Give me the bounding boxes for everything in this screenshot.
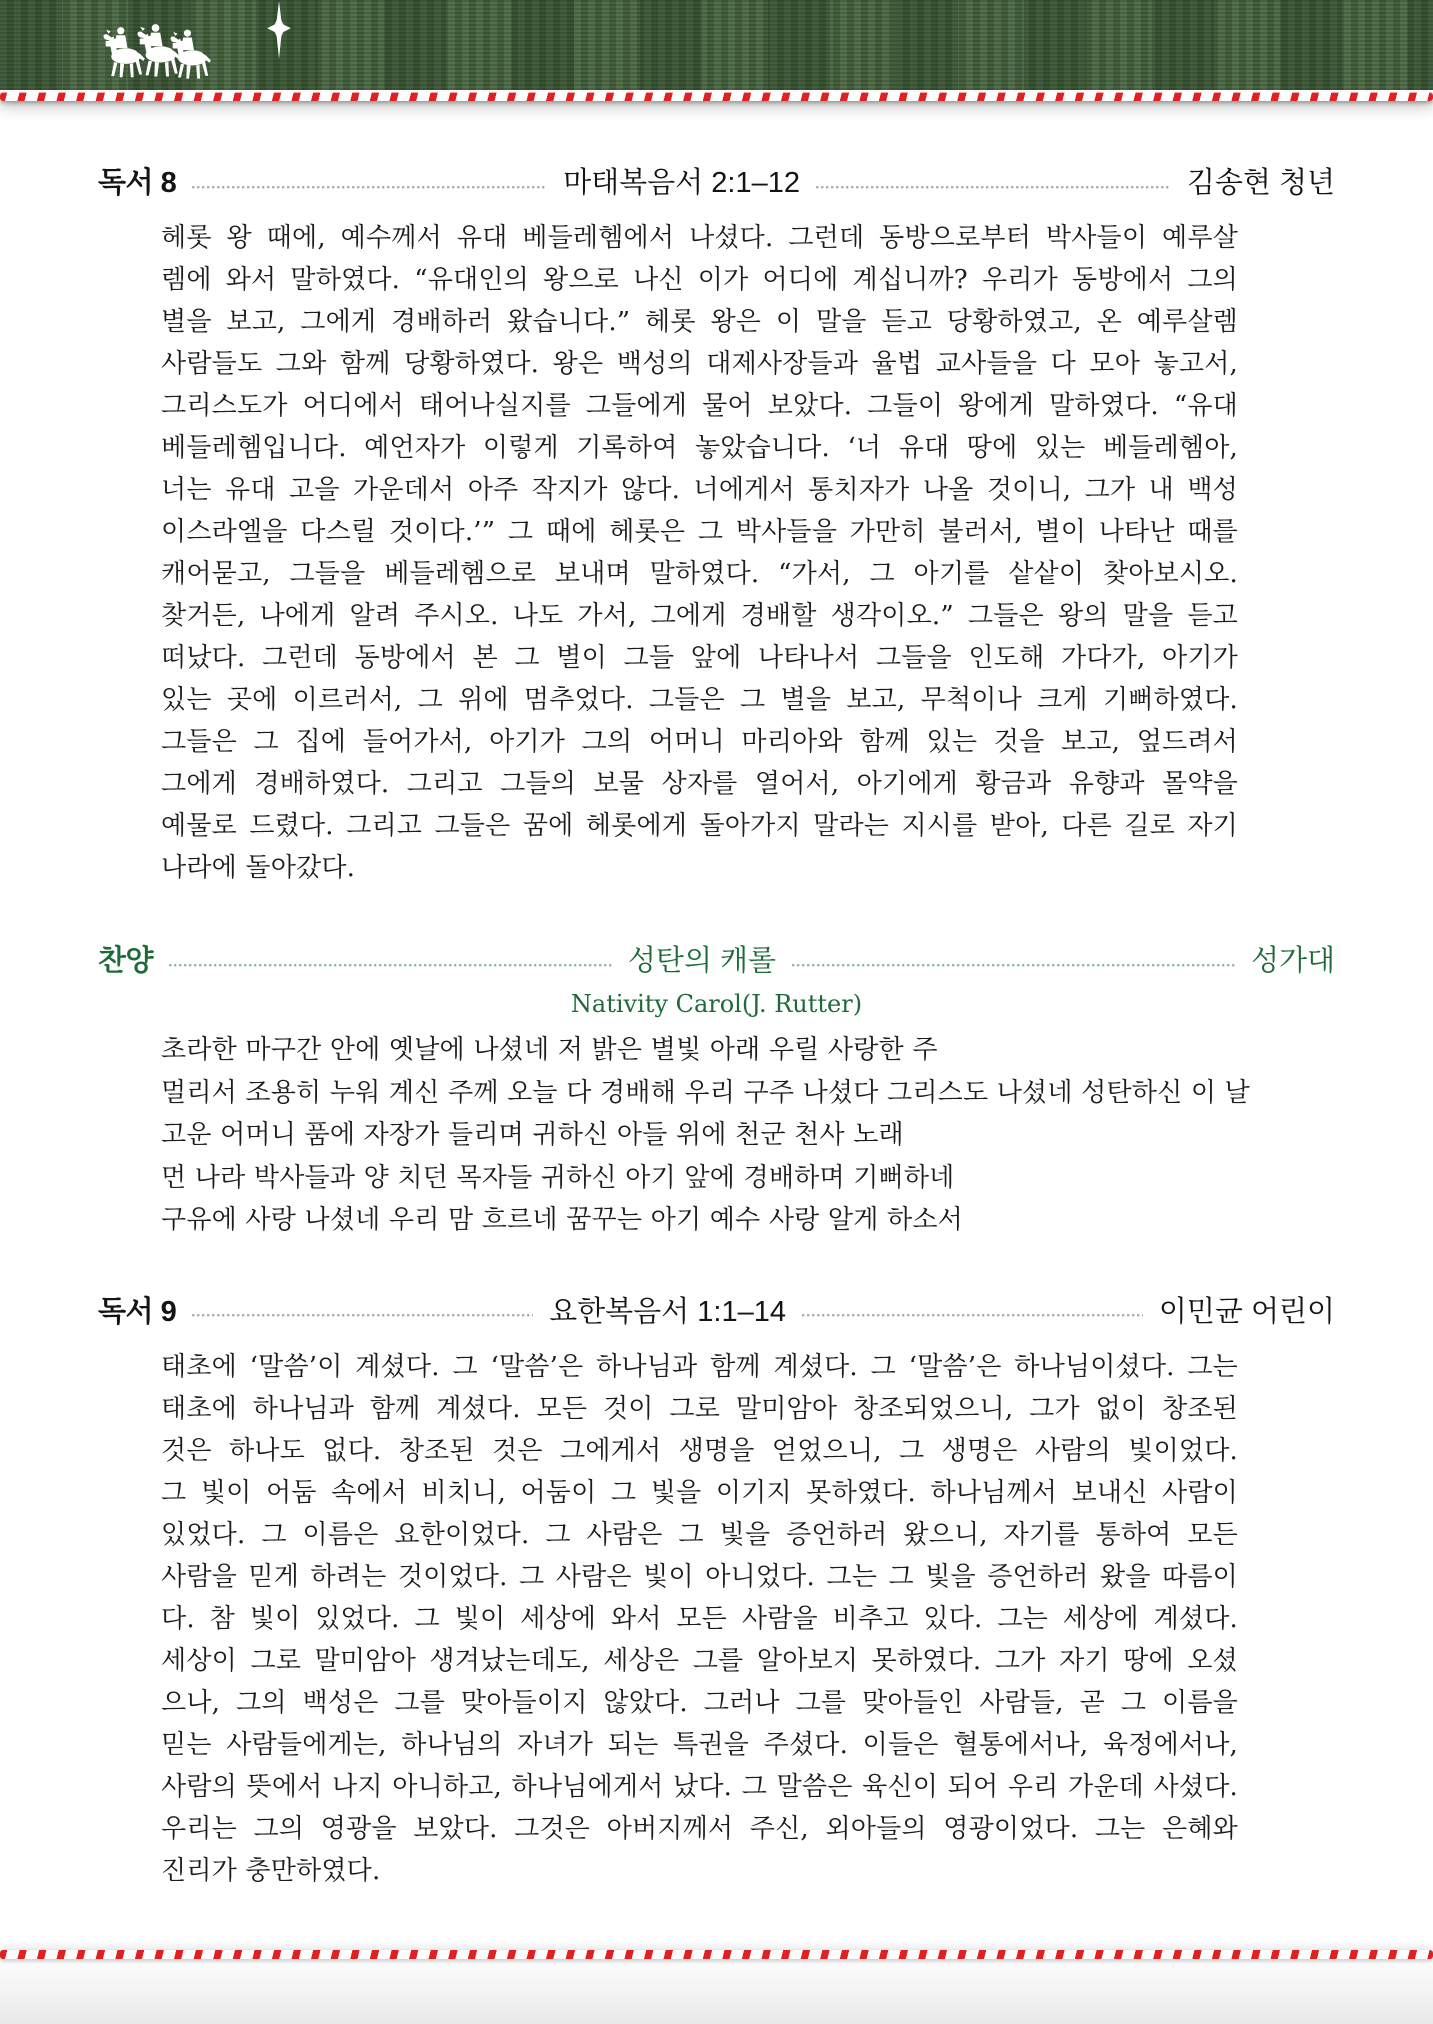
plaid-background bbox=[0, 0, 1433, 90]
reading-9-text bbox=[161, 1346, 1238, 1892]
hymn-section bbox=[98, 941, 1335, 1242]
text-line: 먼 나라 박사들과 양 치던 목자들 귀하신 아기 앞에 경배하며 기뻐하네 bbox=[161, 1162, 955, 1193]
text-line: 다. 참 빛이 있었다. 그 빛이 세상에 와서 모든 사람을 비추고 있다. 그는 세상에 계셨다. bbox=[161, 1603, 1238, 1634]
reading-8-section bbox=[98, 163, 1335, 889]
performer-name: 성가대 bbox=[1250, 945, 1335, 977]
section-label: 독서 9 bbox=[98, 1295, 177, 1328]
text-line: 캐어묻고, 그들을 베들레헴으로 보내며 말하였다. “가서, 그 아기를 샅샅이 찾아보시오. bbox=[161, 559, 1238, 589]
text-line: 사람들도 그와 함께 당황하였다. 왕은 백성의 대제사장들과 율법 교사들을 다 모아 놓고서, bbox=[161, 349, 1238, 379]
dotted-leader bbox=[192, 186, 547, 189]
text-line: 그리스도가 어디에서 태어나실지를 그들에게 물어 보았다. 그들이 왕에게 말하였다. “유대 bbox=[161, 391, 1238, 421]
text-line: 세상이 그로 말미암아 생겨났는데도, 세상은 그를 알아보지 못하였다. 그가 자기 땅에 오셨 bbox=[161, 1645, 1238, 1676]
text-line: 태초에 ‘말씀’이 계셨다. 그 ‘말씀’은 하나님과 함께 계셨다. 그 ‘말씀’은 하나님이셨다. 그는 bbox=[161, 1351, 1238, 1382]
text-line: 진리가 충만하였다. bbox=[161, 1855, 381, 1886]
text-line: 그에게 경배하였다. 그리고 그들의 보물 상자를 열어서, 아기에게 황금과 유향과 몰약을 bbox=[161, 769, 1238, 799]
text-line: 사람의 뜻에서 나지 아니하고, 하나님에게서 났다. 그 말씀은 육신이 되어 우리 가운데 사셨다. bbox=[161, 1771, 1238, 1802]
text-line: 태초에 하나님과 함께 계셨다. 모든 것이 그로 말미암아 창조되었으니, 그가 없이 창조된 bbox=[161, 1393, 1238, 1424]
text-line: 이스라엘을 다스릴 것이다.’” 그 때에 헤롯은 그 박사들을 가만히 불러서, 별이 나타난 때를 bbox=[161, 517, 1238, 547]
text-line: 사람을 믿게 하려는 것이었다. 그 사람은 빛이 아니었다. 그는 그 빛을 증언하러 왔을 따름이 bbox=[161, 1561, 1238, 1592]
text-line: 있었다. 그 이름은 요한이었다. 그 사람은 그 빛을 증언하러 왔으니, 자기를 통하여 모든 bbox=[161, 1519, 1238, 1550]
text-line: 우리는 그의 영광을 보았다. 그것은 아버지께서 주신, 외아들의 영광이었다. 그는 은혜와 bbox=[161, 1813, 1238, 1844]
reader-name: 김송현 청년 bbox=[1186, 167, 1335, 199]
text-line: 헤롯 왕 때에, 예수께서 유대 베들레헴에서 나셨다. 그런데 동방으로부터 박사들이 예루살 bbox=[161, 223, 1238, 253]
candy-stripe-divider-bottom bbox=[0, 1950, 1433, 1959]
text-line: 것은 하나도 없다. 창조된 것은 그에게서 생명을 얻었으니, 그 생명은 사람의 빛이었다. bbox=[161, 1435, 1238, 1466]
reader-name: 이민균 어린이 bbox=[1158, 1295, 1336, 1328]
text-line: 있는 곳에 이르러서, 그 위에 멈추었다. 그들은 그 별을 보고, 무척이나 크게 기뻐하였다. bbox=[161, 685, 1238, 715]
text-line: 예물로 드렸다. 그리고 그들은 꿈에 헤롯에게 돌아가지 말라는 지시를 받아, 다른 길로 자기 bbox=[161, 811, 1238, 841]
text-line: 구유에 사랑 나셨네 우리 맘 흐르네 꿈꾸는 아기 예수 사랑 알게 하소서 bbox=[161, 1205, 963, 1235]
dotted-leader bbox=[192, 1314, 533, 1317]
text-line: 그들은 그 집에 들어가서, 아기가 그의 어머니 마리아와 함께 있는 것을 보고, 엎드려서 bbox=[161, 727, 1238, 757]
text-line: 나라에 돌아갔다. bbox=[161, 853, 356, 883]
section-label: 독서 8 bbox=[98, 167, 177, 199]
text-line: 떠났다. 그런데 동방에서 본 그 별이 그들 앞에 나타나서 그들을 인도해 가다가, 아기가 bbox=[161, 643, 1238, 673]
reading-9-section bbox=[98, 1292, 1335, 1892]
section-label: 찬양 bbox=[98, 945, 154, 977]
hymn-heading-row bbox=[98, 941, 1335, 981]
scripture-reference: 요한복음서 1:1–14 bbox=[549, 1295, 786, 1328]
text-line: 베들레헴입니다. 예언자가 이렇게 기록하여 놓았습니다. ‘너 유대 땅에 있는 베들레헴아, bbox=[161, 433, 1238, 463]
three-wise-men-camels-icon bbox=[95, 20, 217, 84]
text-line: 너는 유대 고을 가운데서 아주 작지가 않다. 너에게서 통치자가 나올 것이니, 그가 내 백성 bbox=[161, 475, 1238, 505]
hymn-title: 성탄의 캐롤 bbox=[627, 945, 777, 977]
top-banner bbox=[0, 0, 1433, 101]
candy-stripe-divider-top bbox=[0, 92, 1433, 101]
text-line: 별을 보고, 그에게 경배하러 왔습니다.” 헤롯 왕은 이 말을 듣고 당황하였고, 온 예루살렘 bbox=[161, 307, 1238, 337]
dotted-leader bbox=[792, 964, 1235, 967]
bulletin-content bbox=[0, 163, 1433, 1892]
text-line: 렘에 와서 말하였다. “유대인의 왕으로 나신 이가 어디에 계십니까? 우리가 동방에서 그의 bbox=[161, 265, 1238, 295]
bethlehem-star-icon bbox=[262, 1, 296, 59]
dotted-leader bbox=[169, 964, 612, 967]
page-footer bbox=[0, 1950, 1433, 2024]
text-line: 초라한 마구간 안에 옛날에 나셨네 저 밝은 별빛 아래 우릴 사랑한 주 bbox=[161, 1035, 938, 1065]
reading-8-heading-row bbox=[98, 163, 1335, 203]
text-line: 으나, 그의 백성은 그를 맞아들이지 않았다. 그러나 그를 맞아들인 사람들, 곧 그 이름을 bbox=[161, 1687, 1238, 1718]
reading-9-heading-row bbox=[98, 1292, 1335, 1332]
dotted-leader bbox=[816, 186, 1171, 189]
hymn-subtitle: Nativity Carol(J. Rutter) bbox=[570, 990, 863, 1018]
text-line: 고운 어머니 품에 자장가 들리며 귀하신 아들 위에 천군 천사 노래 bbox=[161, 1120, 904, 1150]
text-line: 멀리서 조용히 누워 계신 주께 오늘 다 경배해 우리 구주 나셨다 그리스도 나셨네 성탄하신 이 날 bbox=[161, 1077, 1250, 1108]
dotted-leader bbox=[802, 1314, 1143, 1317]
text-line: 찾거든, 나에게 알려 주시오. 나도 가서, 그에게 경배할 생각이오.” 그들은 왕의 말을 듣고 bbox=[161, 601, 1238, 631]
text-line: 그 빛이 어둠 속에서 비치니, 어둠이 그 빛을 이기지 못하였다. 하나님께서 보내신 사람이 bbox=[161, 1477, 1238, 1508]
scripture-reference: 마태복음서 2:1–12 bbox=[563, 167, 800, 199]
text-line: 믿는 사람들에게는, 하나님의 자녀가 되는 특권을 주셨다. 이들은 혈통에서나, 육정에서나, bbox=[161, 1729, 1238, 1760]
reading-8-text bbox=[161, 217, 1238, 889]
hymn-lyrics bbox=[161, 1029, 1335, 1242]
